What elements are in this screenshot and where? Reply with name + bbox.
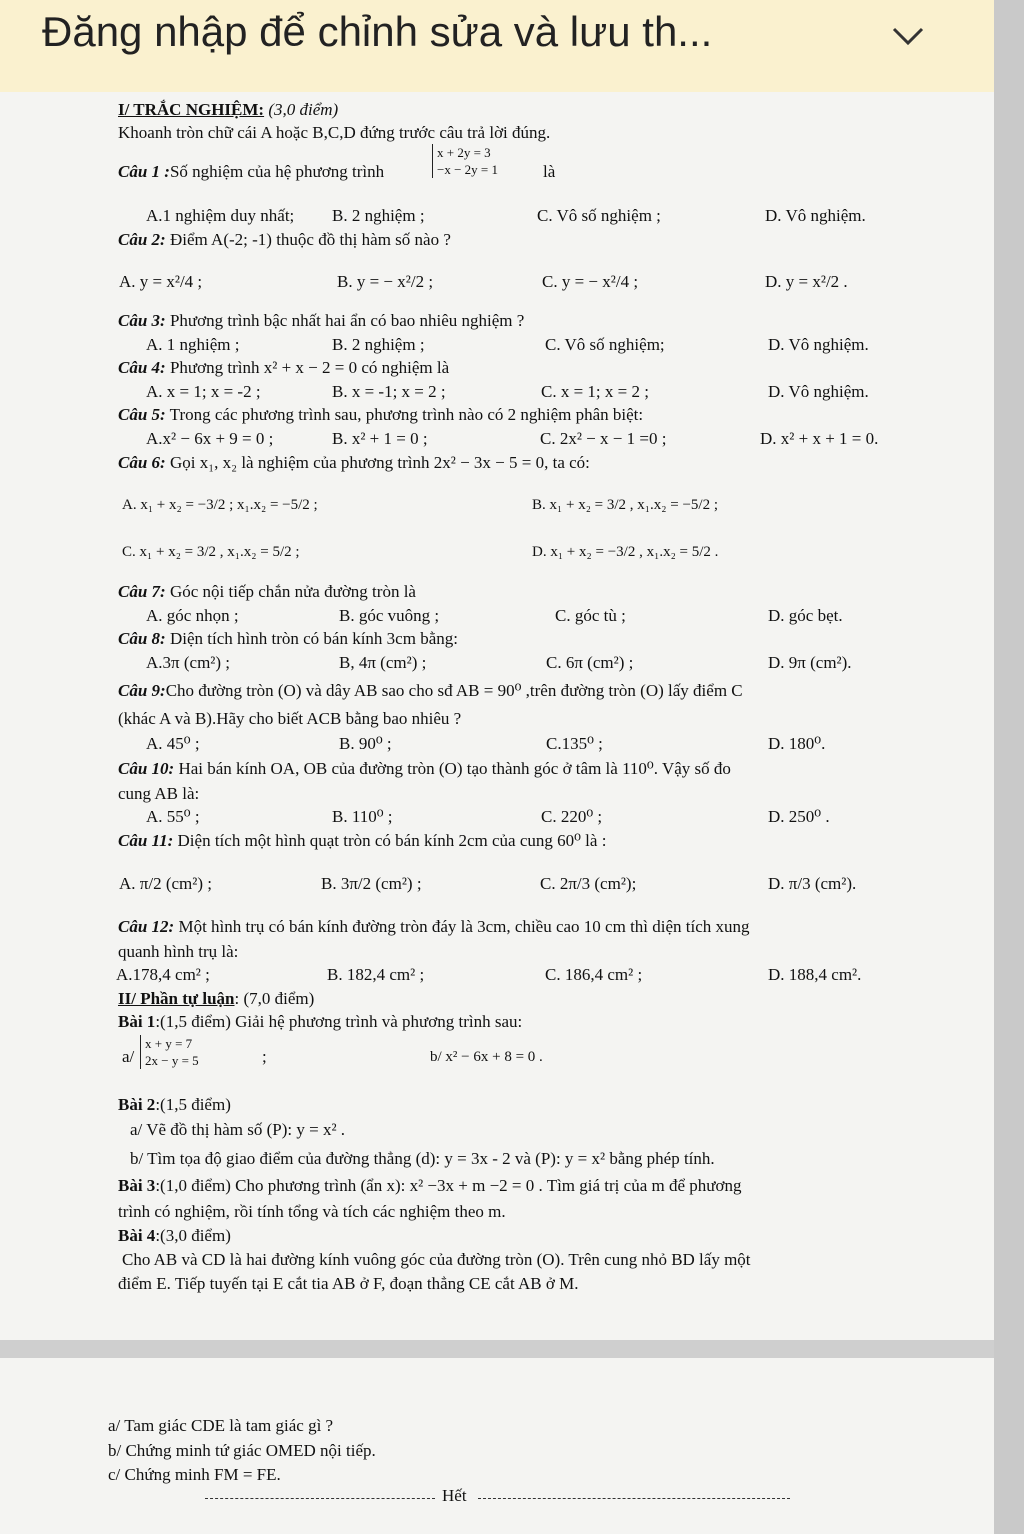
instruction: Khoanh tròn chữ cái A hoặc B,C,D đứng trước câu trả lời đúng. xyxy=(118,123,551,142)
bai-4: Bài 4:(3,0 điểm) xyxy=(118,1226,231,1245)
banner-title[interactable]: Đăng nhập để chỉnh sửa và lưu th... xyxy=(42,8,713,55)
q1-system: x + 2y = 3 −x − 2y = 1 xyxy=(432,144,498,178)
question-12: Câu 12: Một hình trụ có bán kính đường tròn đáy là 3cm, chiều cao 10 cm thì diện tích xung xyxy=(118,917,750,936)
q10-option-b: B. 110⁰ ; xyxy=(332,807,393,826)
question-7: Câu 7: Góc nội tiếp chắn nửa đường tròn là xyxy=(118,582,416,601)
q12-option-d: D. 188,4 cm². xyxy=(768,965,862,984)
q8-option-c: C. 6π (cm²) ; xyxy=(546,653,634,672)
q1-tail: là xyxy=(543,162,556,181)
q9-option-a: A. 45⁰ ; xyxy=(146,734,200,753)
q12-option-a: A.178,4 cm² ; xyxy=(116,965,210,984)
q9-option-b: B. 90⁰ ; xyxy=(339,734,392,753)
question-11: Câu 11: Diện tích một hình quạt tròn có bán kính 2cm của cung 60⁰ là : xyxy=(118,831,607,850)
question-10-cont: cung AB là: xyxy=(118,784,200,803)
bai2-part-b: b/ Tìm tọa độ giao điểm của đường thẳng (d): y = 3x - 2 và (P): y = x² bằng phép tính. xyxy=(130,1149,715,1168)
q1-option-b: B. 2 nghiệm ; xyxy=(332,206,425,225)
q7-option-b: B. góc vuông ; xyxy=(339,606,440,625)
bai1-system: x + y = 7 2x − y = 5 xyxy=(140,1035,199,1069)
q10-option-c: C. 220⁰ ; xyxy=(541,807,603,826)
question-10: Câu 10: Hai bán kính OA, OB của đường tròn (O) tạo thành góc ở tâm là 110⁰. Vậy số đo xyxy=(118,759,731,778)
document-page xyxy=(0,92,994,1340)
q5-option-d: D. x² + x + 1 = 0. xyxy=(760,429,879,448)
end-rule-right xyxy=(478,1498,790,1499)
bai2-part-a: a/ Vẽ đồ thị hàm số (P): y = x² . xyxy=(130,1120,346,1139)
question-9: Câu 9:Cho đường tròn (O) và dây AB sao cho sđ AB = 90⁰ ,trên đường tròn (O) lấy điểm C xyxy=(118,681,743,700)
question-5: Câu 5: Trong các phương trình sau, phương trình nào có 2 nghiệm phân biệt: xyxy=(118,405,644,424)
end-rule-left xyxy=(205,1498,435,1499)
question-12-cont: quanh hình trụ là: xyxy=(118,942,239,961)
q12-option-c: C. 186,4 cm² ; xyxy=(545,965,643,984)
q8-option-d: D. 9π (cm²). xyxy=(768,653,852,672)
q8-option-a: A.3π (cm²) ; xyxy=(146,653,231,672)
q1-option-d: D. Vô nghiệm. xyxy=(765,206,866,225)
bai-1: Bài 1:(1,5 điểm) Giải hệ phương trình và phương trình sau: xyxy=(118,1012,523,1031)
bai4-part-b: b/ Chứng minh tứ giác OMED nội tiếp. xyxy=(108,1441,376,1460)
login-banner[interactable] xyxy=(0,0,994,93)
q11-option-c: C. 2π/3 (cm²); xyxy=(540,874,637,893)
q7-option-a: A. góc nhọn ; xyxy=(146,606,239,625)
bai-3: Bài 3:(1,0 điểm) Cho phương trình (ẩn x): x² −3x + m −2 = 0 . Tìm giá trị của m để phương xyxy=(118,1176,742,1195)
q7-option-c: C. góc tù ; xyxy=(555,606,626,625)
question-9-cont: (khác A và B).Hãy cho biết ACB bằng bao nhiêu ? xyxy=(118,709,462,728)
q2-option-b: B. y = − x²/2 ; xyxy=(337,272,434,291)
q2-option-c: C. y = − x²/4 ; xyxy=(542,272,639,291)
q1-option-a: A.1 nghiệm duy nhất; xyxy=(146,206,295,225)
q6-option-c: C. x₁ + x₂ = 3/2 , x₁.x₂ = 5/2 ; xyxy=(122,544,300,560)
bai4-line-2: điểm E. Tiếp tuyến tại E cắt tia AB ở F, đoạn thẳng CE cắt AB ở M. xyxy=(118,1274,579,1293)
bai4-part-a: a/ Tam giác CDE là tam giác gì ? xyxy=(108,1416,334,1435)
question-8: Câu 8: Diện tích hình tròn có bán kính 3cm bằng: xyxy=(118,629,458,648)
q9-option-d: D. 180⁰. xyxy=(768,734,826,753)
q11-option-a: A. π/2 (cm²) ; xyxy=(119,874,212,893)
q3-option-d: D. Vô nghiệm. xyxy=(768,335,869,354)
q8-option-b: B, 4π (cm²) ; xyxy=(339,653,427,672)
bai1-semicolon: ; xyxy=(262,1047,267,1066)
q12-option-b: B. 182,4 cm² ; xyxy=(327,965,425,984)
bai4-part-c: c/ Chứng minh FM = FE. xyxy=(108,1465,281,1484)
q4-option-d: D. Vô nghiệm. xyxy=(768,382,869,401)
q10-option-d: D. 250⁰ . xyxy=(768,807,830,826)
q11-option-d: D. π/3 (cm²). xyxy=(768,874,857,893)
q4-option-c: C. x = 1; x = 2 ; xyxy=(541,382,649,401)
question-2: Câu 2: Điểm A(-2; -1) thuộc đồ thị hàm số nào ? xyxy=(118,230,451,249)
q3-option-b: B. 2 nghiệm ; xyxy=(332,335,425,354)
q2-option-a: A. y = x²/4 ; xyxy=(119,272,203,291)
q1-option-c: C. Vô số nghiệm ; xyxy=(537,206,661,225)
scrollbar[interactable] xyxy=(994,0,1024,1534)
section2-heading: II/ Phần tự luận: (7,0 điểm) xyxy=(118,989,315,1008)
q11-option-b: B. 3π/2 (cm²) ; xyxy=(321,874,422,893)
q3-option-c: C. Vô số nghiệm; xyxy=(545,335,665,354)
question-4: Câu 4: Phương trình x² + x − 2 = 0 có nghiệm là xyxy=(118,358,450,377)
q6-option-d: D. x₁ + x₂ = −3/2 , x₁.x₂ = 5/2 . xyxy=(532,544,719,560)
q10-option-a: A. 55⁰ ; xyxy=(146,807,200,826)
q7-option-d: D. góc bẹt. xyxy=(768,606,843,625)
q4-option-b: B. x = -1; x = 2 ; xyxy=(332,382,446,401)
q5-option-c: C. 2x² − x − 1 =0 ; xyxy=(540,429,667,448)
section1-heading: I/ TRẮC NGHIỆM: (3,0 điểm) xyxy=(118,100,339,119)
question-6: Câu 6: Gọi x₁, x₂ là nghiệm của phương trình 2x² − 3x − 5 = 0, ta có: xyxy=(118,453,590,472)
bai-2: Bài 2:(1,5 điểm) xyxy=(118,1095,231,1114)
bai4-line-1: Cho AB và CD là hai đường kính vuông góc của đường tròn (O). Trên cung nhỏ BD lấy một xyxy=(122,1250,751,1269)
q5-option-b: B. x² + 1 = 0 ; xyxy=(332,429,428,448)
end-label: Hết xyxy=(442,1486,467,1505)
bai1-part-a-label: a/ xyxy=(122,1047,135,1066)
q6-option-a: A. x₁ + x₂ = −3/2 ; x₁.x₂ = −5/2 ; xyxy=(122,497,318,513)
q6-option-b: B. x₁ + x₂ = 3/2 , x₁.x₂ = −5/2 ; xyxy=(532,497,719,513)
document-page-2 xyxy=(0,1358,994,1534)
chevron-down-icon[interactable] xyxy=(890,24,926,48)
page-gap xyxy=(0,1340,994,1358)
question-3: Câu 3: Phương trình bậc nhất hai ẩn có bao nhiêu nghiệm ? xyxy=(118,311,525,330)
bai1-part-b: b/ x² − 6x + 8 = 0 . xyxy=(430,1049,543,1065)
question-1: Câu 1 :Số nghiệm của hệ phương trình xyxy=(118,162,385,181)
q3-option-a: A. 1 nghiệm ; xyxy=(146,335,240,354)
q5-option-a: A.x² − 6x + 9 = 0 ; xyxy=(146,429,274,448)
q9-option-c: C.135⁰ ; xyxy=(546,734,603,753)
q2-option-d: D. y = x²/2 . xyxy=(765,272,848,291)
bai-3-cont: trình có nghiệm, rồi tính tổng và tích các nghiệm theo m. xyxy=(118,1202,506,1221)
q4-option-a: A. x = 1; x = -2 ; xyxy=(146,382,261,401)
